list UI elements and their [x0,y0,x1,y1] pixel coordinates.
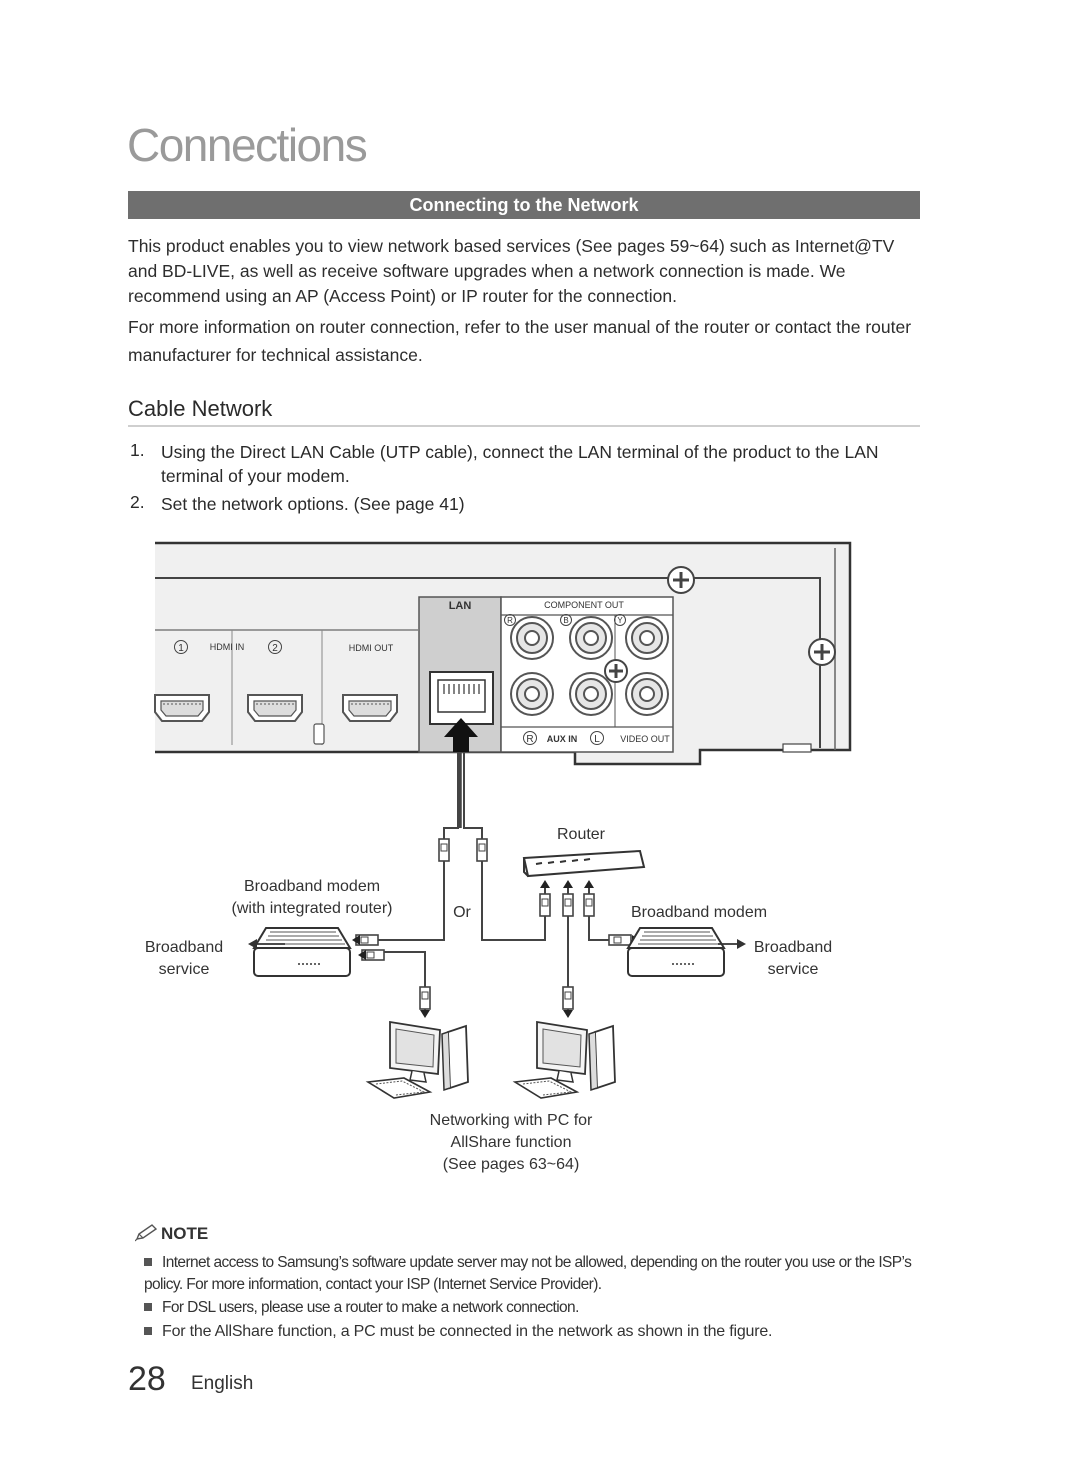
step-number: 2. [130,492,145,512]
component-y-label: Y [617,616,623,625]
service-right-sublabel: service [767,961,819,978]
modem-right-label: Broadband modem [630,904,768,921]
pc-caption-line-2: AllShare function [450,1134,572,1151]
step-text: Using the Direct LAN Cable (UTP cable), connect the LAN terminal of the product to the LAN terminal of your modem. [161,442,879,486]
modem-left-label: Broadband modem [243,878,381,895]
note-item: Internet access to Samsung’s software update server may not be allowed, depending on the router you use or the ISP’s policy. For more information, contact your ISP (Internet Service Provider). [144,1254,912,1293]
component-pr-label: R [507,616,513,625]
service-left-label: Broadband [144,939,224,956]
network-cables [367,752,630,1010]
router-label: Router [556,826,606,843]
component-pb-label: B [563,616,569,625]
or-label: Or [453,904,471,921]
pc-caption-line-1: Networking with PC for [429,1112,593,1129]
hdmi-in-1-label: 1 [178,643,184,654]
note-heading-text: NOTE [161,1224,209,1243]
page-title: Connections [127,119,367,171]
modem-left-icon [254,928,350,976]
square-bullet-icon [144,1303,152,1311]
component-out-label: COMPONENT OUT [544,600,624,610]
section-title-bar: Connecting to the Network [128,191,920,219]
pc-right-icon [515,1022,615,1098]
service-right-label: Broadband [753,939,833,956]
hdmi-out-label: HDMI OUT [348,643,394,653]
note-heading [135,1224,208,1244]
note-item: For the AllShare function, a PC must be connected in the network as shown in the figure. [144,1321,924,1343]
modem-right-icon [628,928,724,976]
page-number: 28 [128,1360,166,1398]
step-text: Set the network options. (See page 41) [161,494,465,514]
subheading-rule [128,425,920,427]
service-left-sublabel: service [158,961,210,978]
aux-l-label: L [594,734,600,745]
square-bullet-icon [144,1258,152,1266]
lan-port-label: LAN [448,600,472,612]
network-connection-diagram [0,530,1080,1190]
modem-left-sublabel: (with integrated router) [231,900,393,917]
page-language: English [191,1373,254,1394]
rear-panel-illustration [155,543,850,764]
pencil-icon [135,1224,159,1242]
hdmi-in-2-label: 2 [272,643,278,654]
pc-caption-line-3: (See pages 63~64) [442,1156,580,1173]
pc-left-icon [368,1022,468,1098]
video-out-label: VIDEO OUT [620,734,670,744]
router-icon [524,851,644,876]
step-number: 1. [130,440,145,460]
subheading-cable-network: Cable Network [128,396,273,421]
intro-paragraph-1: This product enables you to view network based services (See pages 59~64) such as Internet@TV and BD-LIVE, as well as receive software upgrades when a network connection is made. We recommend using an AP (Access Point) or IP router for the connection. [128,236,895,306]
intro-paragraph-2: For more information on router connection, refer to the user manual of the router or contact the router manufacturer for technical assistance. [128,317,912,365]
aux-in-label: AUX IN [546,734,578,744]
square-bullet-icon [144,1327,152,1335]
hdmi-in-label: HDMI IN [209,642,245,652]
note-item: For DSL users, please use a router to make a network connection. [144,1297,924,1319]
aux-r-label: R [526,734,534,745]
